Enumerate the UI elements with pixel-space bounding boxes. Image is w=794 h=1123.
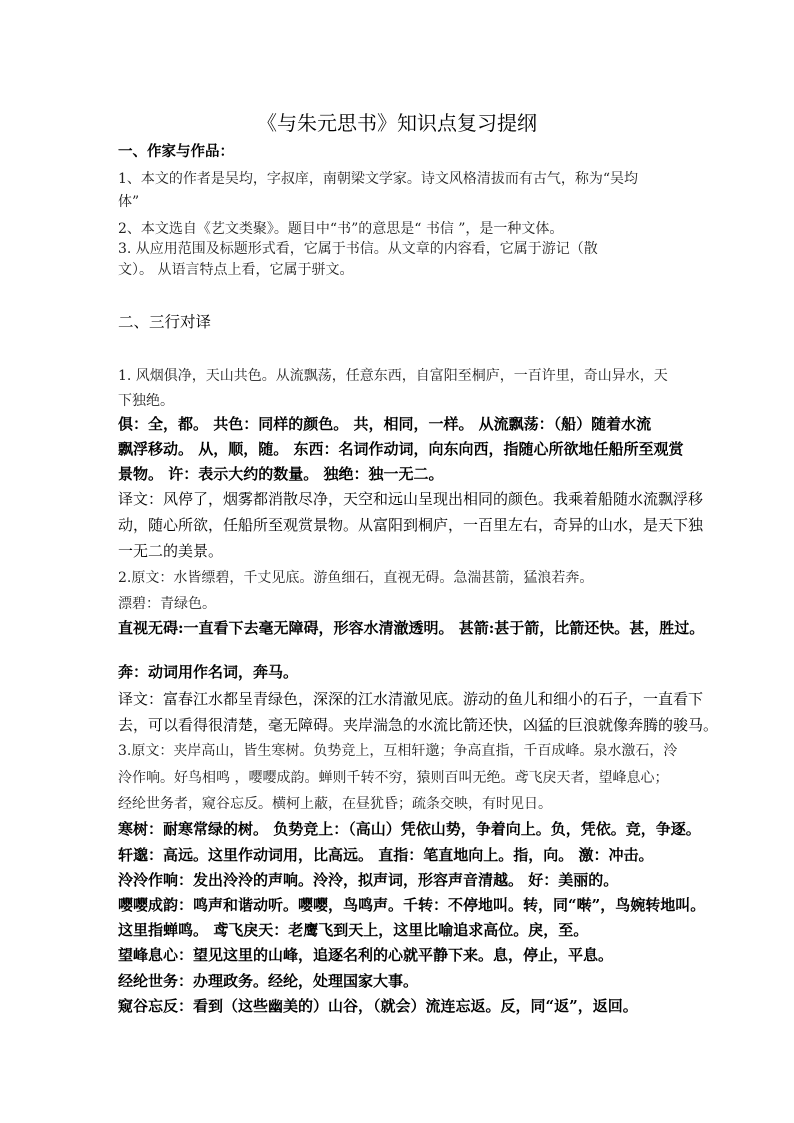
text-line: 一、作家与作品：: [118, 143, 234, 160]
text-line: 望峰息心：望见这里的山峰，追逐名利的心就平静下来。息，停止，平息。: [118, 946, 614, 964]
text-line: 译文：风停了，烟雾都消散尽净，天空和远山呈现出相同的颜色。我乘着船随水流飘浮移: [118, 490, 704, 508]
text-line: 经纶世务者，窥谷忘反。横柯上蔽，在昼犹昏；疏条交映，有时见日。: [118, 796, 552, 812]
text-line: 体”: [118, 194, 140, 210]
text-line: 1. 风烟俱净，天山共色。从流飘荡，任意东西，自富阳至桐庐，一百许里，奇山异水，天: [118, 368, 668, 384]
text-line: 2.原文：水皆缥碧，千丈见底。游鱼细石，直视无碍。急湍甚箭，猛浪若奔。: [118, 570, 594, 586]
text-line: 奔：动词用作名词，奔马。: [118, 663, 299, 681]
text-line: 直视无碍:一直看下去毫无障碍，形容水清澈透明。 甚箭:甚于箭，比箭还快。甚，胜过。: [118, 619, 705, 637]
text-line: 轩邈：高远。这里作动词用，比高远。 直指：笔直地向上。指，向。 激：冲击。: [118, 846, 654, 864]
text-line: 3. 从应用范围及标题形式看，它属于书信。从文章的内容看，它属于游记（散: [118, 241, 598, 257]
text-line: 飘浮移动。 从，顺，随。 东西：名词作动词，向东向西，指随心所欲地任船所至观赏: [118, 440, 684, 458]
text-line: 1、本文的作者是吴均，字叔庠，南朝梁文学家。诗文风格清拔而有古气，称为“吴均: [118, 171, 639, 187]
text-line: 2、本文选自《艺文类聚》。题目中“书”的意思是“ 书信 ”，是一种文体。: [118, 221, 564, 237]
text-line: 下独绝。: [118, 393, 174, 409]
text-line: 寒树：耐寒常绿的树。 负势竞上：（高山）凭依山势，争着向上。负，凭依。竞，争逐。: [118, 820, 701, 838]
text-line: 译文：富春江水都呈青绿色，深深的江水清澈见底。游动的鱼儿和细小的石子，一直看下: [118, 690, 704, 708]
text-line: 文）。 从语言特点上看，它属于骈文。: [118, 262, 354, 278]
text-line: 漂碧：青绿色。: [118, 596, 216, 612]
text-line: 泠泠作响：发出泠泠的声响。泠泠，拟声词，形容声音清越。 好：美丽的。: [118, 871, 619, 889]
text-line: 这里指蝉鸣。 鸢飞戾天：老鹰飞到天上，这里比喻追求高位。戾，至。: [118, 921, 589, 939]
text-line: 景物。 许：表示大约的数量。 独绝：独一无二。: [118, 465, 444, 483]
text-line: 泠作响。好鸟相鸣 ，嘤嘤成韵。蝉则千转不穷，猿则百叫无绝。鸢飞戾天者，望峰息心；: [118, 770, 669, 786]
text-line: 去，可以看得很清楚，毫无障碍。夹岸湍急的水流比箭还快，凶猛的巨浪就像奔腾的骏马。: [118, 716, 719, 734]
text-line: 经纶世务：办理政务。经纶，处理国家大事。: [118, 972, 419, 990]
text-line: 嘤嘤成韵：鸣声和谐动听。嘤嘤，鸟鸣声。千转：不停地叫。转，同“啭”，鸟婉转地叫。: [118, 896, 706, 914]
page-title: 《与朱元思书》知识点复习提纲: [257, 111, 537, 135]
text-line: 动，随心所欲，任船所至观赏景物。从富阳到桐庐，一百里左右，奇异的山水，是天下独: [118, 516, 704, 534]
text-line: 3.原文：夹岸高山，皆生寒树。负势竞上，互相轩邈；争高直指，千百成峰。泉水激石，泠: [118, 743, 678, 759]
text-line: 一无二的美景。: [118, 542, 224, 560]
text-line: 俱：全，都。 共色：同样的颜色。 共，相同，一样。 从流飘荡：（船）随着水流: [118, 415, 652, 433]
text-line: 窥谷忘反：看到（这些幽美的）山谷，（就会）流连忘返。反，同“返”，返回。: [118, 997, 638, 1015]
text-line: 二、三行对译: [118, 313, 212, 331]
